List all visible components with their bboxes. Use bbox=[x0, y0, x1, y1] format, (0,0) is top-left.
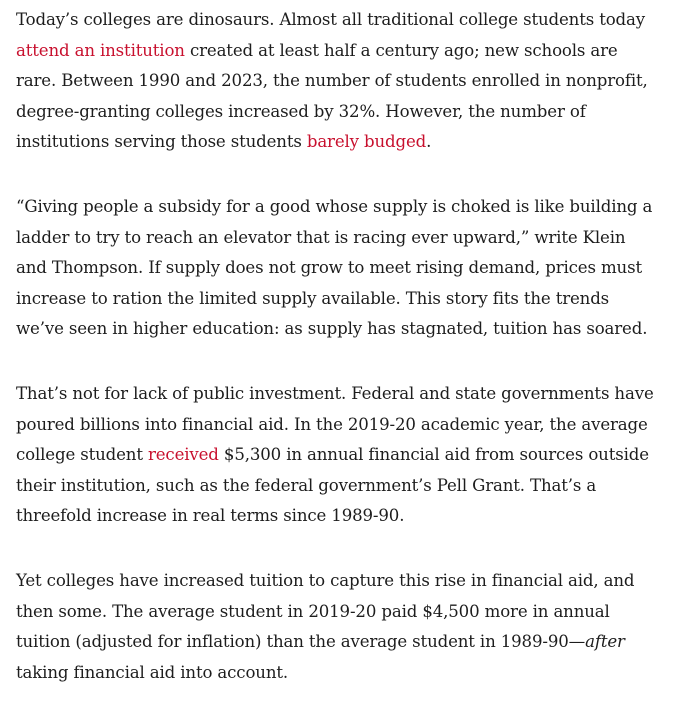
paragraph-colleges-dinosaurs bbox=[16, 5, 658, 158]
paragraph-tuition-increase bbox=[16, 566, 658, 688]
article-body bbox=[16, 5, 658, 722]
text-segment: “Giving people a subsidy for a good whose supply is choked is like building a ladder to try to reach an elevator that is racing ever upward,” write Klein and Thompson. If supply does not grow to meet rising demand, prices must increase to ration the limited supply available. This story fits the trends we’ve seen in higher education: as supply has stagnated, tuition has soared. bbox=[16, 196, 653, 339]
text-segment: $5,300 in annual financial aid from sources outside their institution, such as the federal government’s Pell Grant. That’s a threefold increase in real terms since 1989-90. bbox=[16, 445, 649, 526]
text-segment: Today’s colleges are dinosaurs. Almost all traditional college students today bbox=[16, 10, 645, 29]
after-emphasis: after bbox=[585, 632, 625, 652]
text-segment: Yet colleges have increased tuition to capture this rise in financial aid, and then some. The average student in 2019-20 paid $4,500 more in annual tuition (adjusted for inflation) than the average student in 1989-90— bbox=[16, 570, 635, 652]
received-link[interactable]: received bbox=[147, 445, 219, 465]
paragraph-public-investment bbox=[16, 379, 658, 532]
attend-an-institution-link[interactable]: attend an institution bbox=[16, 40, 185, 60]
paragraph-subsidy-quote bbox=[16, 192, 658, 345]
text-segment: created at least half a century ago; new schools are rare. Between 1990 and 2023, the number of students enrolled in nonprofit, degree-granting colleges increased by 32%. However, the number of institutions serving those students bbox=[16, 40, 648, 152]
text-segment: taking financial aid into account. bbox=[16, 662, 289, 682]
barely-budged-link[interactable]: barely budged bbox=[306, 132, 427, 152]
text-segment: . bbox=[426, 132, 432, 152]
text-segment: That’s not for lack of public investment. Federal and state governments have poured billions into financial aid. In the 2019-20 academic year, the average college student bbox=[16, 383, 654, 465]
